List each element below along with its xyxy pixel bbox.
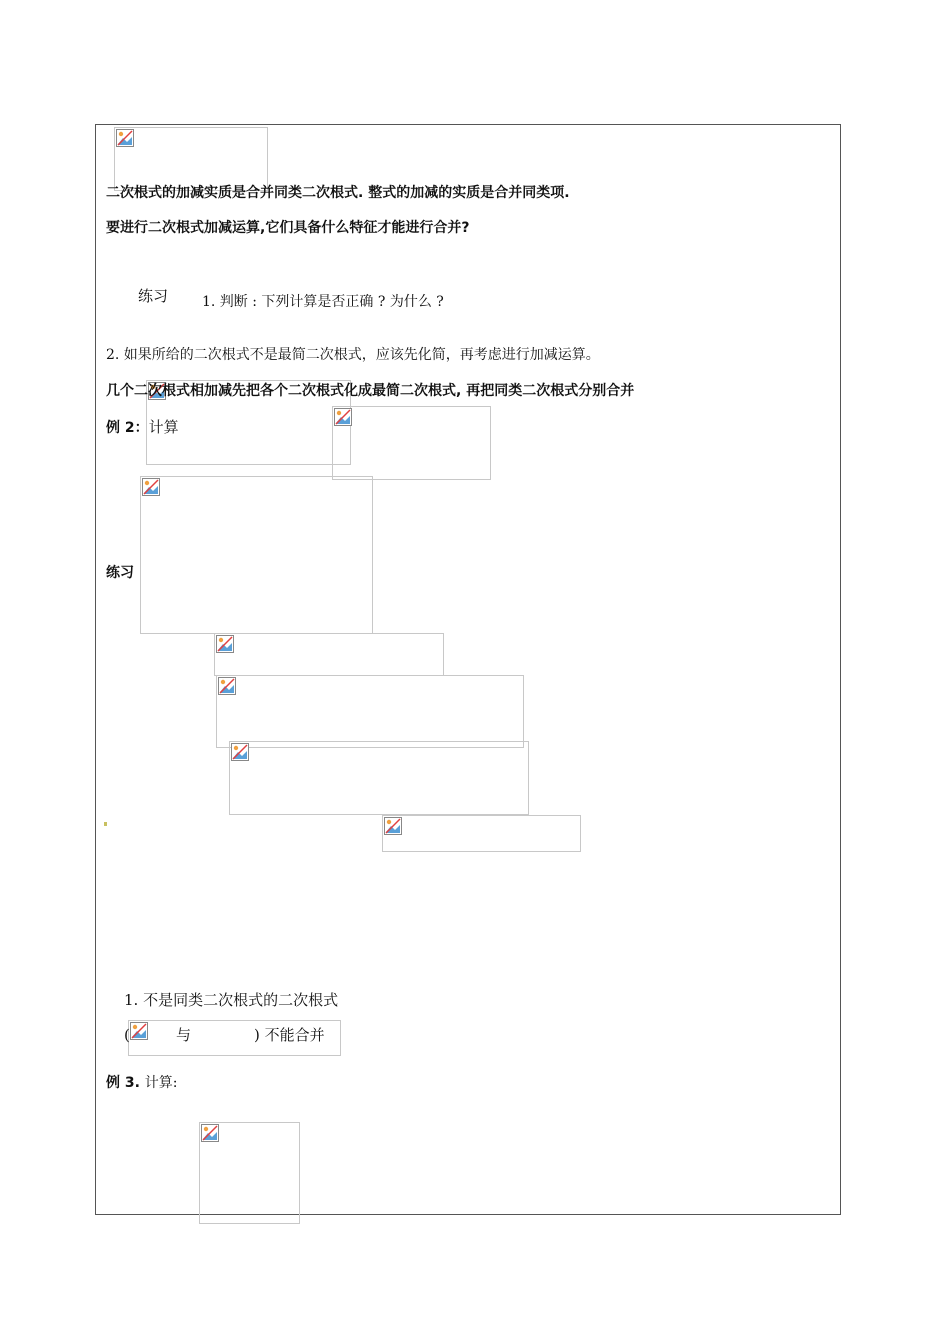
formula-image-4 [140, 476, 373, 634]
formula-image-8 [382, 815, 581, 852]
cannot-combine-open: ( [124, 1026, 130, 1044]
example-3-heading [106, 1072, 177, 1093]
broken-image-icon [116, 129, 134, 147]
cannot-combine-and: 与 [176, 1026, 192, 1044]
practice-question-1: 1. 判断 : 下列计算是否正确 ? 为什么 ? [202, 294, 444, 310]
example-3-label: 例 3. [106, 1075, 140, 1091]
example-3-text: 计算: [144, 1075, 178, 1091]
broken-image-icon [130, 1022, 148, 1040]
practice-label-1: 练习 [138, 287, 169, 305]
broken-image-icon [216, 635, 234, 653]
rule-statement: 几个二次根式相加减先把各个二次根式化成最简二次根式, 再把同类二次根式分别合并 [106, 383, 635, 399]
formula-image-6 [216, 675, 524, 748]
broken-image-icon [142, 478, 160, 496]
simplify-note: 2. 如果所给的二次根式不是最简二次根式，应该先化简，再考虑进行加减运算。 [106, 347, 600, 363]
formula-image-1 [114, 127, 268, 191]
cannot-combine-close: ) 不能合并 [254, 1026, 325, 1044]
non-like-radicals-note: 1. 不是同类二次根式的二次根式 [124, 991, 339, 1009]
question-statement: 要进行二次根式加减运算,它们具备什么特征才能进行合并? [106, 220, 470, 236]
example-2-text: 计算 [148, 418, 179, 436]
broken-image-icon [218, 677, 236, 695]
broken-image-icon [231, 743, 249, 761]
broken-image-icon [201, 1124, 219, 1142]
concept-statement: 二次根式的加减实质是合并同类二次根式. 整式的加减的实质是合并同类项. [106, 185, 570, 201]
practice-label-2: 练习 [106, 565, 134, 581]
stray-mark [104, 822, 107, 826]
broken-image-icon [384, 817, 402, 835]
formula-image-7 [229, 741, 529, 815]
formula-image-10 [199, 1122, 300, 1224]
example-2-label: 例 2： [106, 420, 149, 436]
formula-image-3 [332, 406, 491, 480]
example-2-heading [106, 417, 179, 438]
formula-image-5 [214, 633, 444, 676]
broken-image-icon [334, 408, 352, 426]
